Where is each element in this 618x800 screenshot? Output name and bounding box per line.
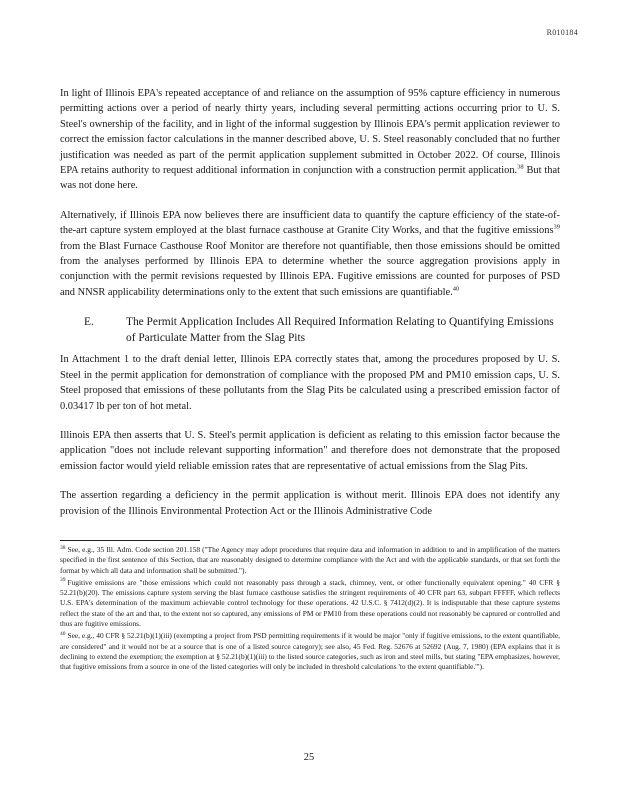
footnote-number: 39: [60, 577, 66, 584]
footnote-text: See, e.g., 40 CFR § 52.21(b)(1)(iii) (exempting a project from PSD permitting requirements if it would be major "only if fugitive emissions, to the extent quantifiable, are considered" and it would not be at a source that is one of a listed source category); see also, 45 Fed. Reg. 52676 at 52692 (Aug. 7, 1980) (EPA explains that it is declining to extend the exemption; the exemption at § 52.21(b)(1)(iii) to the listed source categories, such as iron and steel mills, but stating "EPA emphasizes, however, that fugitive emissions from a source in one of the listed categories will only be included in threshold calculations 'to the extent quantifiable.'").: [60, 631, 560, 672]
footnote-ref: 39: [553, 223, 560, 231]
paragraph-fugitive-emissions: [60, 208, 560, 300]
footnote-ref: 40: [452, 285, 460, 293]
footnote-divider: [60, 540, 200, 541]
footnote-text: See, e.g., 35 Ill. Adm. Code section 201.158 ("The Agency may adopt procedures that require data and information in addition to and in amplification of the matters specified in the first sentence of this Section, that are reasonably designed to determine compliance with the Act and with the applicable standards, or that set forth the format by which all data and information shall be submitted.").: [60, 545, 560, 575]
page-number: 25: [303, 752, 315, 763]
footnote: [60, 545, 560, 576]
footnotes: [60, 545, 560, 675]
footnote-number: 38: [60, 544, 66, 551]
footnote: [60, 578, 560, 629]
paragraph-text: But that was not done here.: [60, 165, 560, 192]
section-title: The Permit Application Includes All Required Information Relating to Quantifying Emissions of Particulate Matter from the Slag Pits: [126, 316, 554, 345]
paragraph-text: from the Blast Furnace Casthouse Roof Monitor are therefore not quantifiable, then those emissions should be omitted from the analyses performed by Illinois EPA to determine whether the source aggregation provisions apply in conjunction with the permit revisions requested by Illinois EPA. Fugitive emissions are counted for purposes of PSD and NNSR applicability determinations only to the extent that such emissions are quantifiable.: [60, 240, 560, 298]
paragraph-text: Alternatively, if Illinois EPA now believes there are insufficient data to quantify the capture efficiency of the state-of-the-art capture system employed at the blast furnace casthouse at Granite City Works, and that the fugitive emissions: [60, 209, 560, 237]
body-text: [60, 86, 560, 519]
footnote-ref: 38: [517, 163, 524, 171]
paragraph-slag-pits: In Attachment 1 to the draft denial letter, Illinois EPA correctly states that, among the procedures proposed by U. S. Steel in the permit application for demonstration of compliance with the proposed PM and PM10 emission caps, U. S. Steel proposed that emissions of these pollutants from the Slag Pits be calculated using a prescribed emission factor of 0.03417 lb per ton of hot metal.: [60, 354, 560, 412]
section-heading: [84, 314, 560, 346]
paragraph-deficiency-claim: Illinois EPA then asserts that U. S. Steel's permit application is deficient as relating to this emission factor because the application "does not include relevant supporting information" and therefore does not demonstrate that the proposed emission factor would yield reliable emission rates that are representative of actual emissions from the Slag Pits.: [60, 429, 560, 472]
footnote-number: 40: [60, 630, 66, 637]
section-letter: E.: [84, 316, 94, 329]
paragraph-text: In light of Illinois EPA's repeated acceptance of and reliance on the assumption of 95% capture efficiency in numerous permitting actions over a period of nearly thirty years, including several permitting actions occurring prior to U. S. Steel's ownership of the facility, and in light of the informal suggestion by Illinois EPA's permit application reviewer to correct the emission factor calculations in the manner described above, U. S. Steel reasonably concluded that no further justification was needed as part of the permit application supplement submitted in October 2022. Of course, Illinois EPA retains authority to request additional information in conjunction with a construction permit application.: [60, 88, 560, 177]
footnote: [60, 631, 560, 672]
paragraph-assertion: The assertion regarding a deficiency in the permit application is without merit. Illinois EPA does not identify any provision of the Illinois Environmental Protection Act or the Illinois Administrative Code: [60, 490, 560, 517]
paragraph-capture-efficiency: [60, 86, 560, 194]
bates-number: R010184: [546, 28, 578, 37]
footnote-text: Fugitive emissions are "those emissions which could not reasonably pass through a stack, chimney, vent, or other functionally equivalent opening." 40 CFR § 52.21(b)(20). The emissions capture system serving the blast furnace casthouse satisfies the stringent requirements of 40 CFR part 63, subpart FFFFF, which reflects U.S. EPA's determination of the maximum achievable control technology for these operations. 42 U.S.C. § 7412(d)(2). It is indisputable that these capture systems reflect the state of the art and that, to the extent not so captured, any emissions of PM or PM10 from these operations could not reasonably be captured or controlled and thus are fugitive emissions.: [60, 577, 560, 629]
